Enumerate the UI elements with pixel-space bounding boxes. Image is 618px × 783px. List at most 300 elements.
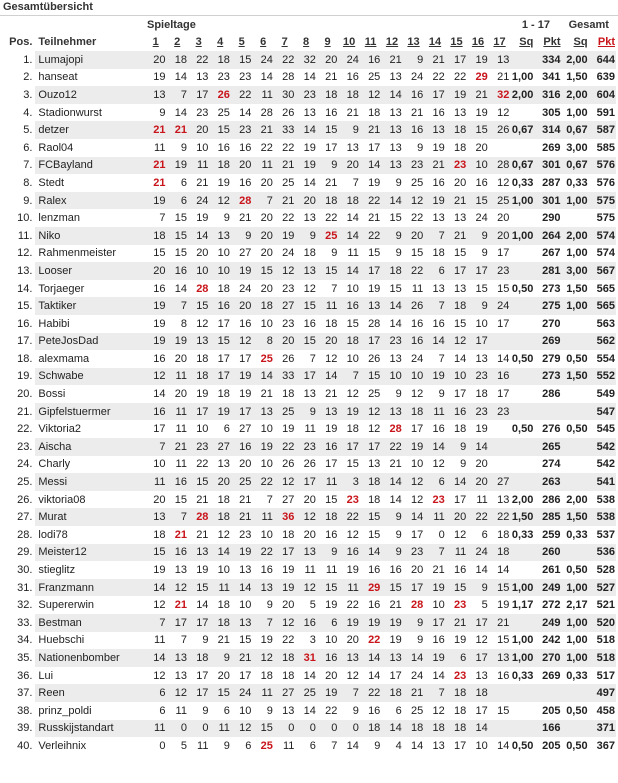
gesamt-pkt: 604	[589, 86, 616, 104]
table-row	[2, 403, 616, 421]
matchday-score: 27	[209, 438, 230, 456]
matchday-score: 10	[188, 420, 209, 438]
matchday-score: 18	[188, 368, 209, 386]
matchday-score: 20	[338, 157, 359, 175]
matchday-score: 14	[446, 473, 467, 491]
matchday-score: 13	[295, 104, 316, 122]
matchday-score: 14	[381, 192, 402, 210]
matchday-score: 15	[188, 297, 209, 315]
row-position: 6.	[2, 139, 35, 157]
matchday-score: 10	[231, 596, 252, 614]
matchday-score: 15	[381, 579, 402, 597]
matchday-score: 17	[446, 491, 467, 509]
matchday-score: 21	[360, 121, 381, 139]
matchday-score: 13	[381, 69, 402, 87]
matchday-score: 19	[252, 632, 273, 650]
participant-name: Torjaeger	[35, 280, 145, 298]
matchday-score: 9	[446, 456, 467, 474]
matchday-score: 11	[209, 579, 230, 597]
matchday-score: 7	[166, 632, 187, 650]
participant-name: Messi	[35, 473, 145, 491]
matchday-score: 9	[188, 632, 209, 650]
row-position: 29.	[2, 544, 35, 562]
matchday-score: 11	[188, 737, 209, 755]
matchday-score: 32	[489, 86, 511, 104]
matchday-score: 21	[381, 456, 402, 474]
matchday-score: 22	[360, 192, 381, 210]
matchday-score: 27	[274, 684, 295, 702]
matchday-score: 23	[209, 69, 230, 87]
matchday-score: 16	[403, 315, 424, 333]
matchday-score: 7	[424, 684, 445, 702]
matchday-header-14: 14	[428, 36, 442, 48]
range-pkt: 269	[534, 139, 561, 157]
matchday-score: 13	[467, 350, 488, 368]
matchday-score: 12	[403, 192, 424, 210]
matchday-score: 21	[381, 51, 402, 69]
participant-name: Rahmenmeister	[35, 245, 145, 263]
matchday-score: 16	[446, 561, 467, 579]
participant-name: Huebschi	[35, 632, 145, 650]
matchday-score: 9	[403, 139, 424, 157]
matchday-score: 27	[274, 297, 295, 315]
matchday-score: 26	[274, 104, 295, 122]
matchday-score: 9	[467, 245, 488, 263]
gesamt-sq	[561, 473, 588, 491]
matchday-score: 24	[338, 51, 359, 69]
matchday-score: 15	[489, 702, 511, 720]
gesamt-sq: 1,00	[561, 649, 588, 667]
matchday-score: 20	[231, 297, 252, 315]
row-position: 24.	[2, 456, 35, 474]
matchday-score: 23	[489, 403, 511, 421]
matchday-score: 21	[166, 596, 187, 614]
matchday-score: 17	[446, 737, 467, 755]
matchday-score: 23	[446, 667, 467, 685]
matchday-score: 19	[209, 174, 230, 192]
matchday-score: 10	[467, 737, 488, 755]
matchday-score: 16	[360, 596, 381, 614]
matchday-score: 13	[231, 614, 252, 632]
matchday-score: 15	[188, 473, 209, 491]
table-row	[2, 121, 616, 139]
matchday-score: 19	[231, 262, 252, 280]
range-pkt: 261	[534, 561, 561, 579]
table-row	[2, 456, 616, 474]
matchday-score: 15	[381, 280, 402, 298]
matchday-score: 12	[145, 667, 166, 685]
gesamt-pkt: 585	[589, 139, 616, 157]
range-sq	[510, 385, 534, 403]
matchday-header-8: 8	[303, 36, 310, 48]
matchday-score: 20	[166, 385, 187, 403]
matchday-score: 25	[489, 192, 511, 210]
matchday-score: 22	[403, 209, 424, 227]
matchday-score: 19	[424, 649, 445, 667]
gesamt-sq	[561, 403, 588, 421]
table-row	[2, 420, 616, 438]
page-title: Gesamtübersicht	[0, 0, 618, 16]
range-sq: 0,33	[510, 174, 534, 192]
matchday-score: 14	[231, 104, 252, 122]
range-pkt: 205	[534, 737, 561, 755]
matchday-score: 19	[403, 438, 424, 456]
gesamt-sq: 2,00	[561, 86, 588, 104]
matchday-score: 11	[317, 561, 338, 579]
matchday-score: 9	[467, 227, 488, 245]
row-position: 20.	[2, 385, 35, 403]
matchday-score: 24	[274, 245, 295, 263]
matchday-score: 16	[338, 69, 359, 87]
matchday-score: 26	[489, 121, 511, 139]
matchday-score: 19	[424, 139, 445, 157]
row-position: 31.	[2, 579, 35, 597]
matchday-score: 6	[209, 420, 230, 438]
matchday-score: 18	[209, 508, 230, 526]
matchday-score: 10	[188, 262, 209, 280]
range-pkt: 305	[534, 104, 561, 122]
row-position: 32.	[2, 596, 35, 614]
matchday-score: 7	[145, 614, 166, 632]
table-row	[2, 385, 616, 403]
range-pkt: 263	[534, 473, 561, 491]
matchday-score: 24	[467, 544, 488, 562]
range-sq: 1,00	[510, 227, 534, 245]
table-row	[2, 720, 616, 738]
matchday-score: 17	[317, 456, 338, 474]
row-position: 3.	[2, 86, 35, 104]
matchday-score: 21	[403, 684, 424, 702]
table-row	[2, 491, 616, 509]
row-position: 23.	[2, 438, 35, 456]
matchday-score: 11	[295, 420, 316, 438]
participant-name: Verleihnix	[35, 737, 145, 755]
range-sq: 1,00	[510, 632, 534, 650]
matchday-score: 9	[338, 702, 359, 720]
matchday-score: 21	[424, 51, 445, 69]
matchday-score: 7	[424, 350, 445, 368]
matchday-score: 20	[317, 333, 338, 351]
matchday-score: 14	[166, 104, 187, 122]
matchday-score: 9	[381, 245, 402, 263]
participant-name: Lumajopi	[35, 51, 145, 69]
matchday-score: 11	[166, 420, 187, 438]
matchday-score: 12	[467, 632, 488, 650]
row-position: 12.	[2, 245, 35, 263]
matchday-score: 9	[467, 297, 488, 315]
header-row-columns	[2, 33, 616, 51]
row-position: 40.	[2, 737, 35, 755]
range-sq	[510, 456, 534, 474]
matchday-score: 17	[403, 420, 424, 438]
matchday-score: 19	[424, 192, 445, 210]
matchday-score: 22	[274, 632, 295, 650]
gesamt-sq	[561, 720, 588, 738]
matchday-header-3: 3	[195, 36, 202, 48]
matchday-score: 16	[209, 297, 230, 315]
matchday-score: 18	[467, 684, 488, 702]
matchday-score: 18	[446, 139, 467, 157]
matchday-score: 14	[338, 737, 359, 755]
matchday-score: 17	[231, 667, 252, 685]
matchday-score: 10	[338, 350, 359, 368]
matchday-header-2: 2	[174, 36, 181, 48]
matchday-score: 16	[424, 174, 445, 192]
matchday-score: 11	[403, 280, 424, 298]
range-pkt: 269	[534, 667, 561, 685]
matchday-score: 11	[424, 508, 445, 526]
matchday-score: 16	[489, 368, 511, 386]
matchday-score: 12	[489, 174, 511, 192]
matchday-score: 23	[231, 121, 252, 139]
matchday-score: 21	[446, 192, 467, 210]
matchday-score: 18	[446, 720, 467, 738]
matchday-score: 0	[166, 720, 187, 738]
matchday-score: 21	[317, 69, 338, 87]
matchday-score: 14	[381, 720, 402, 738]
range-sq: 0,33	[510, 667, 534, 685]
matchday-score: 14	[295, 667, 316, 685]
matchday-score: 20	[188, 245, 209, 263]
matchday-score: 19	[338, 403, 359, 421]
matchday-score: 22	[338, 508, 359, 526]
participant-name: Viktoria2	[35, 420, 145, 438]
matchday-header-1: 1	[152, 36, 159, 48]
gesamt-pkt: 575	[589, 209, 616, 227]
range-pkt: 316	[534, 86, 561, 104]
matchday-score: 17	[231, 350, 252, 368]
matchday-score: 18	[338, 333, 359, 351]
matchday-score: 17	[295, 473, 316, 491]
matchday-score: 26	[209, 86, 230, 104]
matchday-score: 9	[209, 209, 230, 227]
matchday-score: 19	[424, 579, 445, 597]
matchday-score: 13	[467, 667, 488, 685]
matchday-score: 16	[360, 51, 381, 69]
matchday-score: 19	[209, 403, 230, 421]
matchday-score: 5	[295, 596, 316, 614]
matchday-score: 9	[381, 227, 402, 245]
matchday-score: 27	[231, 245, 252, 263]
matchday-score: 14	[188, 227, 209, 245]
range-sq: 2,00	[510, 86, 534, 104]
matchday-score: 19	[338, 614, 359, 632]
matchday-score: 19	[446, 632, 467, 650]
matchday-score: 17	[403, 579, 424, 597]
matchday-score: 12	[403, 385, 424, 403]
table-row	[2, 69, 616, 87]
gesamt-pkt: 542	[589, 438, 616, 456]
range-pkt: 270	[534, 649, 561, 667]
range-sq	[510, 544, 534, 562]
matchday-score: 13	[166, 561, 187, 579]
matchday-score: 14	[446, 350, 467, 368]
range-pkt: 290	[534, 209, 561, 227]
matchday-score: 14	[360, 667, 381, 685]
matchday-score: 21	[338, 104, 359, 122]
matchday-score: 10	[446, 368, 467, 386]
range-sq: 0,67	[510, 121, 534, 139]
matchday-score: 15	[338, 456, 359, 474]
matchday-score: 17	[489, 385, 511, 403]
matchday-score: 12	[338, 526, 359, 544]
matchday-score: 25	[274, 403, 295, 421]
matchday-score: 11	[166, 368, 187, 386]
matchday-score: 17	[446, 51, 467, 69]
matchday-score: 5	[166, 737, 187, 755]
matchday-score: 12	[446, 333, 467, 351]
matchday-score: 13	[489, 491, 511, 509]
matchday-score: 25	[360, 69, 381, 87]
matchday-score: 20	[403, 227, 424, 245]
pkt-header: Pkt	[543, 36, 561, 48]
matchday-score: 15	[209, 684, 230, 702]
matchday-score: 15	[317, 262, 338, 280]
matchday-score: 13	[489, 51, 511, 69]
participant-name: viktoria08	[35, 491, 145, 509]
participant-name: hanseat	[35, 69, 145, 87]
matchday-score: 25	[317, 227, 338, 245]
gesamt-sq: 2,00	[561, 51, 588, 69]
matchday-score: 19	[145, 333, 166, 351]
matchday-header-10: 10	[342, 36, 356, 48]
matchday-score: 10	[467, 315, 488, 333]
matchday-score: 9	[295, 227, 316, 245]
matchday-score: 12	[360, 420, 381, 438]
matchday-score: 20	[166, 350, 187, 368]
matchday-score: 9	[209, 649, 230, 667]
matchday-score: 9	[145, 104, 166, 122]
table-row	[2, 561, 616, 579]
table-row	[2, 667, 616, 685]
gesamt-pkt: 545	[589, 420, 616, 438]
matchday-score: 16	[166, 544, 187, 562]
matchday-score: 3	[338, 473, 359, 491]
matchday-score: 13	[166, 649, 187, 667]
matchday-score: 25	[252, 737, 273, 755]
matchday-score: 14	[467, 720, 488, 738]
matchday-score: 16	[231, 438, 252, 456]
range-pkt: 260	[534, 544, 561, 562]
matchday-score: 23	[446, 596, 467, 614]
matchday-score: 13	[338, 139, 359, 157]
participant-name: Aischa	[35, 438, 145, 456]
matchday-score: 23	[295, 86, 316, 104]
matchday-score: 13	[209, 456, 230, 474]
matchday-score: 21	[252, 385, 273, 403]
matchday-score: 6	[166, 174, 187, 192]
matchday-score: 18	[424, 245, 445, 263]
matchday-score: 15	[317, 121, 338, 139]
row-position: 7.	[2, 157, 35, 175]
matchday-score: 11	[252, 86, 273, 104]
gesamt-sq: 3,00	[561, 262, 588, 280]
matchday-score: 16	[295, 315, 316, 333]
matchday-score: 17	[209, 350, 230, 368]
matchday-score: 15	[166, 491, 187, 509]
matchday-score: 21	[360, 209, 381, 227]
gesamt-sq: 0,33	[561, 174, 588, 192]
matchday-score: 11	[252, 684, 273, 702]
gesamt-sq: 1,50	[561, 508, 588, 526]
matchday-score: 10	[231, 702, 252, 720]
gesamt-sq: 1,50	[561, 280, 588, 298]
row-position: 13.	[2, 262, 35, 280]
row-position: 28.	[2, 526, 35, 544]
matchday-score: 19	[381, 632, 402, 650]
gesamt-pkt: 518	[589, 649, 616, 667]
matchday-score: 10	[338, 280, 359, 298]
matchday-score: 13	[295, 209, 316, 227]
row-position: 33.	[2, 614, 35, 632]
matchday-score: 17	[188, 667, 209, 685]
gesamt-pkt: 565	[589, 280, 616, 298]
matchday-score: 20	[403, 561, 424, 579]
table-row	[2, 192, 616, 210]
matchday-score: 16	[403, 333, 424, 351]
matchday-score: 8	[252, 333, 273, 351]
matchday-score: 10	[252, 456, 273, 474]
matchday-score: 6	[145, 702, 166, 720]
matchday-score: 14	[424, 438, 445, 456]
matchday-score: 22	[489, 508, 511, 526]
teilnehmer-header: Teilnehmer	[38, 36, 97, 48]
matchday-score: 9	[360, 737, 381, 755]
gesamt-sq	[561, 209, 588, 227]
matchday-score: 32	[295, 51, 316, 69]
matchday-score: 22	[360, 684, 381, 702]
table-row	[2, 596, 616, 614]
matchday-score: 28	[274, 69, 295, 87]
matchday-score: 26	[295, 456, 316, 474]
matchday-score: 21	[467, 86, 488, 104]
matchday-score: 18	[317, 508, 338, 526]
matchday-score: 17	[424, 614, 445, 632]
matchday-score: 7	[252, 614, 273, 632]
matchday-score: 12	[274, 473, 295, 491]
matchday-score: 18	[209, 385, 230, 403]
matchday-score: 33	[274, 368, 295, 386]
matchday-score: 19	[317, 420, 338, 438]
matchday-score: 6	[424, 473, 445, 491]
matchday-score: 15	[489, 579, 511, 597]
gesamt-sq: 1,00	[561, 579, 588, 597]
matchday-score: 19	[446, 86, 467, 104]
matchday-score: 15	[166, 245, 187, 263]
matchday-score: 0	[274, 720, 295, 738]
table-row	[2, 315, 616, 333]
matchday-score: 18	[166, 51, 187, 69]
matchday-score: 18	[360, 104, 381, 122]
table-row	[2, 209, 616, 227]
matchday-score: 21	[403, 104, 424, 122]
range-sq	[510, 315, 534, 333]
matchday-score: 16	[231, 139, 252, 157]
matchday-score: 23	[489, 262, 511, 280]
matchday-score: 16	[424, 104, 445, 122]
matchday-score: 20	[295, 491, 316, 509]
matchday-score: 24	[489, 297, 511, 315]
matchday-score: 17	[231, 403, 252, 421]
matchday-score: 17	[360, 139, 381, 157]
matchday-score: 18	[145, 526, 166, 544]
matchday-score: 17	[467, 262, 488, 280]
matchday-score: 10	[209, 561, 230, 579]
range-pkt: 264	[534, 227, 561, 245]
matchday-score: 14	[360, 649, 381, 667]
matchday-score: 12	[338, 667, 359, 685]
gesamt-sq: 1,50	[561, 368, 588, 386]
